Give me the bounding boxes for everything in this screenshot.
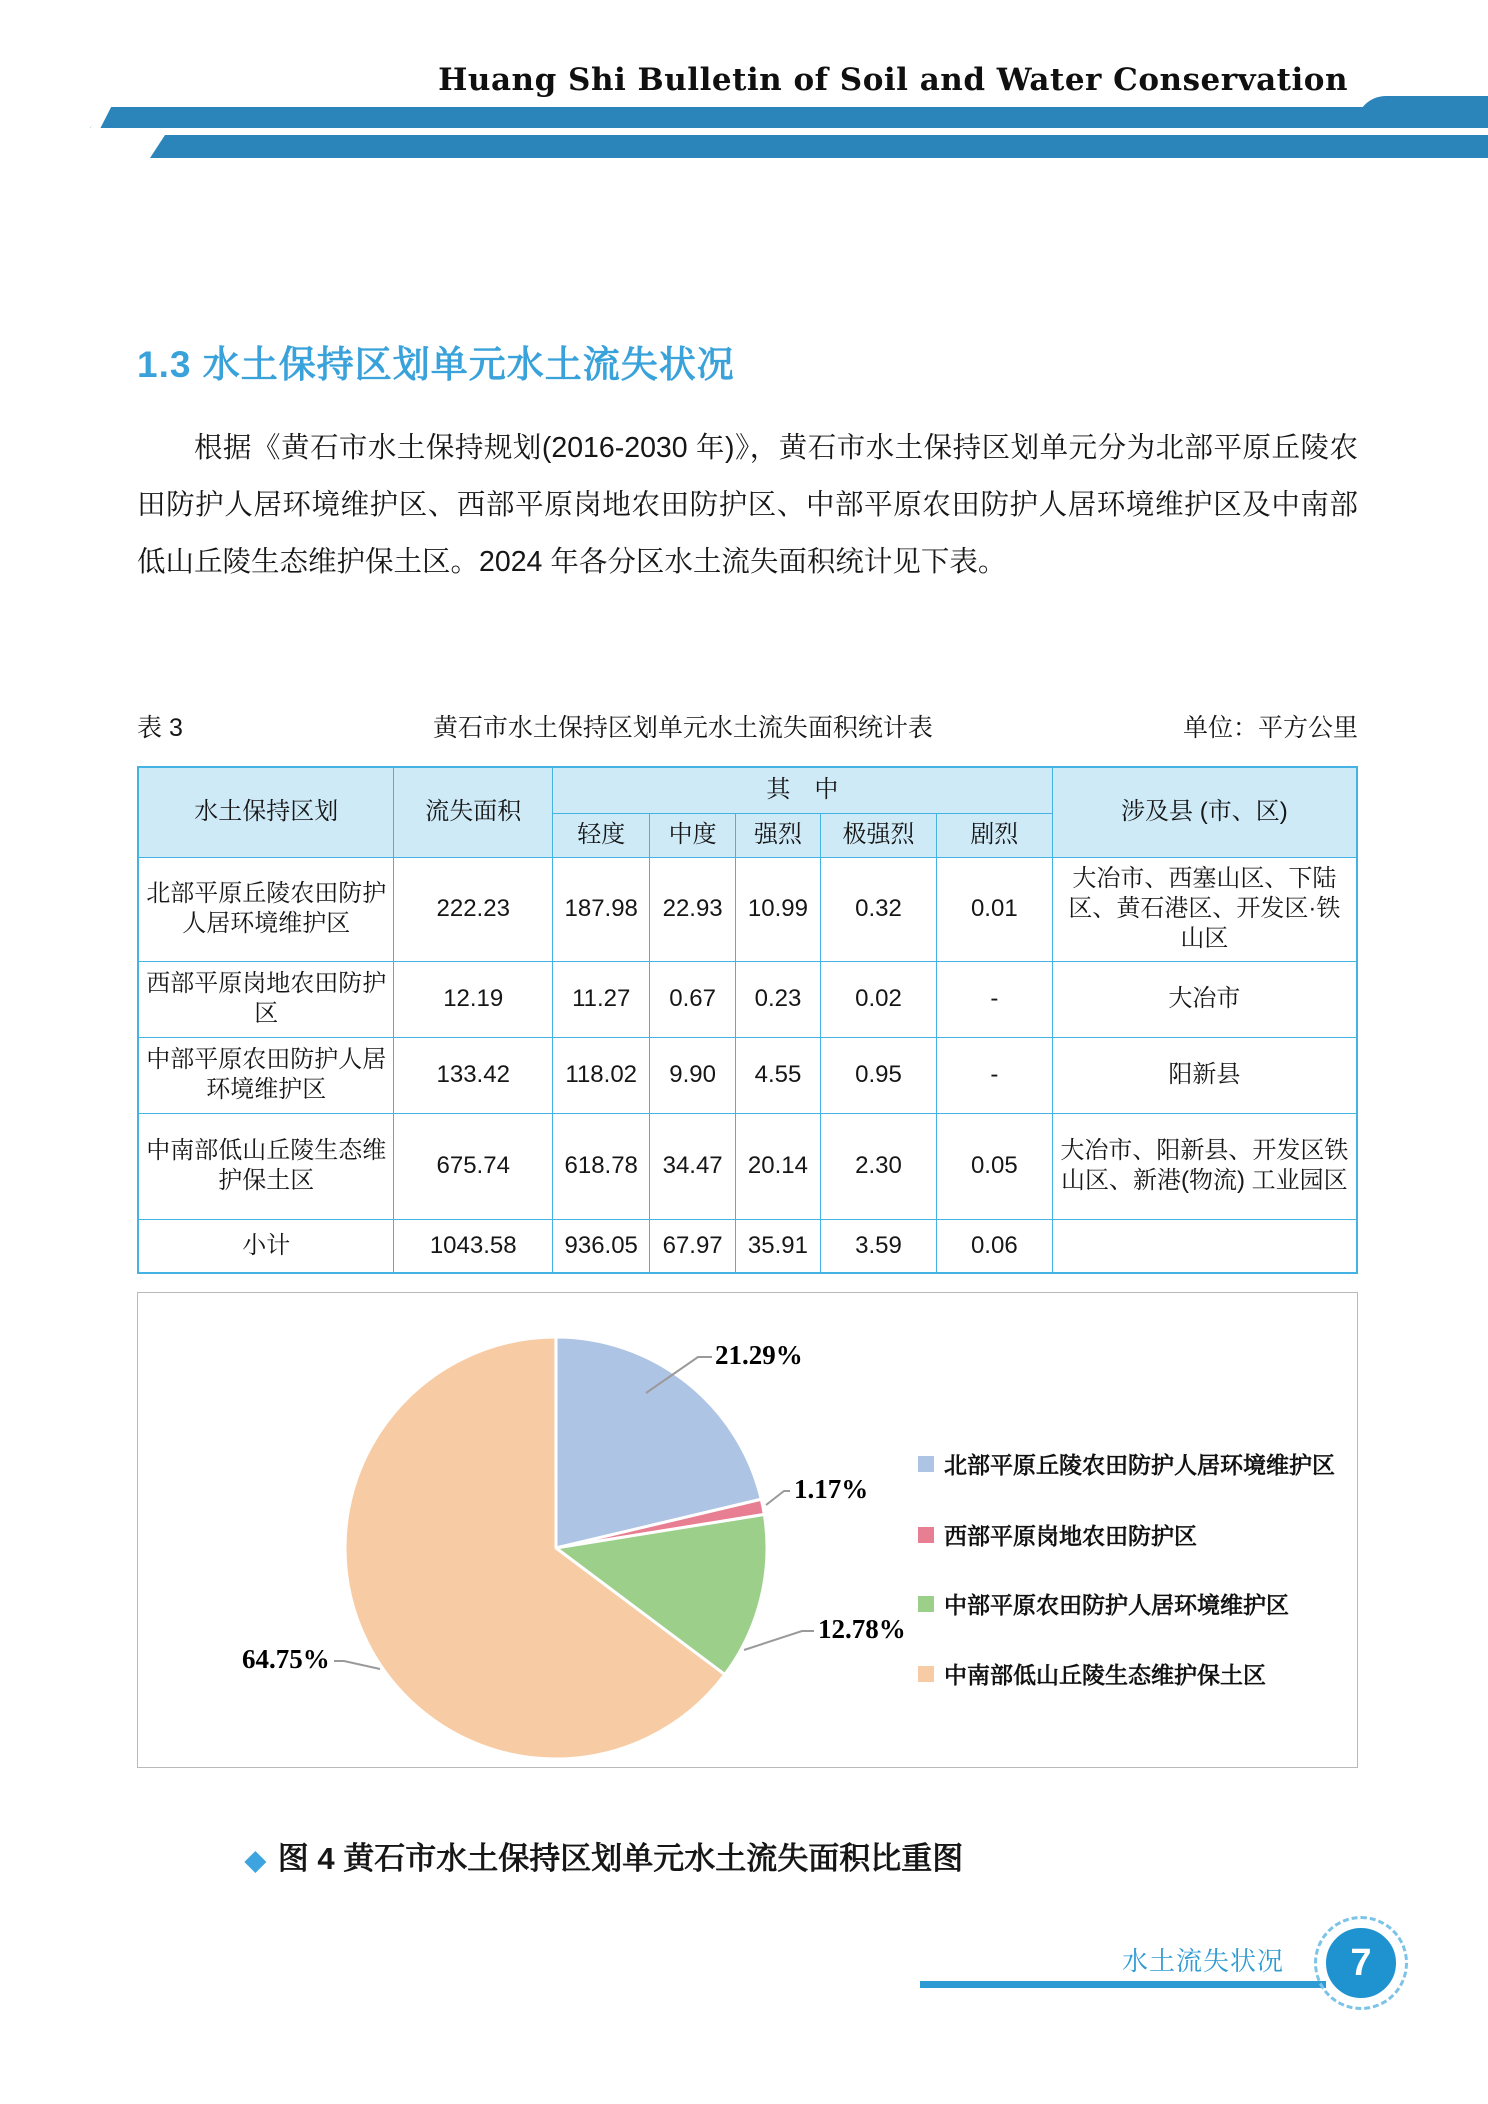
cell-intense: 0.23	[735, 961, 820, 1037]
pie-chart	[341, 1333, 771, 1763]
table-row	[138, 961, 1357, 1037]
cell-intense: 4.55	[735, 1037, 820, 1113]
cell-severe: 0.06	[936, 1219, 1052, 1273]
cell-loss-area: 1043.58	[394, 1219, 552, 1273]
legend-item	[918, 1587, 1289, 1620]
table-row	[138, 1113, 1357, 1219]
legend-swatch-blue	[918, 1456, 934, 1472]
cell-very-intense: 2.30	[821, 1113, 937, 1219]
col-header-counties: 涉及县 (市、区)	[1052, 767, 1357, 857]
cell-moderate: 22.93	[650, 857, 735, 961]
cell-loss-area: 222.23	[394, 857, 552, 961]
page-number: 7	[1350, 1941, 1372, 1984]
cell-loss-area: 675.74	[394, 1113, 552, 1219]
legend-item	[918, 1518, 1197, 1551]
col-header-moderate: 中度	[650, 813, 735, 857]
cell-light: 118.02	[552, 1037, 650, 1113]
cell-counties: 大冶市、西塞山区、下陆区、黄石港区、开发区·铁山区	[1052, 857, 1357, 961]
pie-label-south: 64.75%	[242, 1644, 330, 1674]
legend-swatch-green	[918, 1596, 934, 1612]
col-header-intense: 强烈	[735, 813, 820, 857]
cell-severe: 0.05	[936, 1113, 1052, 1219]
pie-label-north: 21.29%	[715, 1340, 803, 1370]
table-title: 黄石市水土保持区划单元水土流失面积统计表	[432, 714, 933, 742]
cell-very-intense: 0.02	[821, 961, 937, 1037]
pie-chart-figure	[137, 1292, 1358, 1768]
table-unit-note: 单位：平方公里	[1182, 714, 1358, 742]
col-header-severe: 剧烈	[936, 813, 1052, 857]
cell-counties: 大冶市、阳新县、开发区铁山区、新港(物流) 工业园区	[1052, 1113, 1357, 1219]
cell-region: 小计	[138, 1219, 394, 1273]
footer-rule	[920, 1981, 1326, 1988]
figure-caption-text: 图 4 黄石市水土保持区划单元水土流失面积比重图	[277, 1841, 964, 1876]
table-row-subtotal	[138, 1219, 1357, 1273]
footer-section-label: 水土流失状况	[1121, 1946, 1284, 1976]
col-header-group: 其 中	[552, 767, 1052, 813]
table-row	[138, 857, 1357, 961]
cell-loss-area: 133.42	[394, 1037, 552, 1113]
col-header-loss-area: 流失面积	[394, 767, 552, 857]
cell-light: 11.27	[552, 961, 650, 1037]
cell-loss-area: 12.19	[394, 961, 552, 1037]
cell-moderate: 67.97	[650, 1219, 735, 1273]
header-stripe-bottom	[150, 135, 1488, 158]
legend-item	[918, 1657, 1266, 1690]
cell-very-intense: 0.32	[821, 857, 937, 961]
cell-severe: -	[936, 961, 1052, 1037]
cell-intense: 35.91	[735, 1219, 820, 1273]
cell-region: 西部平原岗地农田防护区	[138, 961, 394, 1037]
cell-region: 北部平原丘陵农田防护人居环境维护区	[138, 857, 394, 961]
cell-moderate: 34.47	[650, 1113, 735, 1219]
cell-counties	[1052, 1219, 1357, 1273]
cell-counties: 大冶市	[1052, 961, 1357, 1037]
cell-very-intense: 0.95	[821, 1037, 937, 1113]
cell-counties: 阳新县	[1052, 1037, 1357, 1113]
legend-swatch-pink	[918, 1527, 934, 1543]
section-heading: 1.3 水土保持区划单元水土流失状况	[137, 344, 735, 385]
legend-label: 中部平原农田防护人居环境维护区	[944, 1593, 1289, 1618]
table-caption	[137, 708, 1358, 744]
table-label: 表 3	[137, 714, 183, 742]
legend-label: 西部平原岗地农田防护区	[944, 1524, 1197, 1549]
cell-light: 618.78	[552, 1113, 650, 1219]
cell-severe: 0.01	[936, 857, 1052, 961]
legend-swatch-orange	[918, 1666, 934, 1682]
legend-item	[918, 1447, 1335, 1480]
page-number-badge	[1322, 1924, 1400, 2002]
cell-light: 187.98	[552, 857, 650, 961]
figure-caption	[137, 1833, 1358, 1878]
legend-label: 北部平原丘陵农田防护人居环境维护区	[944, 1453, 1335, 1478]
diamond-icon: ◆	[245, 1845, 266, 1875]
header-stripe-top	[90, 107, 1488, 128]
cell-light: 936.05	[552, 1219, 650, 1273]
cell-moderate: 0.67	[650, 961, 735, 1037]
cell-region: 中部平原农田防护人居环境维护区	[138, 1037, 394, 1113]
legend-label: 中南部低山丘陵生态维护保土区	[944, 1663, 1266, 1688]
col-header-region: 水土保持区划	[138, 767, 394, 857]
cell-moderate: 9.90	[650, 1037, 735, 1113]
cell-severe: -	[936, 1037, 1052, 1113]
cell-intense: 10.99	[735, 857, 820, 961]
pie-label-central: 12.78%	[818, 1614, 906, 1644]
loss-area-table	[137, 766, 1358, 1274]
cell-region: 中南部低山丘陵生态维护保土区	[138, 1113, 394, 1219]
pie-label-west: 1.17%	[794, 1474, 869, 1504]
header-title: Huang Shi Bulletin of Soil and Water Conservation	[438, 62, 1348, 98]
cell-very-intense: 3.59	[821, 1219, 937, 1273]
intro-paragraph: 根据《黄石市水土保持规划(2016-2030 年)》，黄石市水土保持区划单元分为北部平原丘陵农田防护人居环境维护区、西部平原岗地农田防护区、中部平原农田防护人居环境维护区及中南部低山丘陵生态维护保土区。2024 年各分区水土流失面积统计见下表。	[137, 432, 1358, 578]
cell-intense: 20.14	[735, 1113, 820, 1219]
table-row	[138, 1037, 1357, 1113]
col-header-very-intense: 极强烈	[821, 813, 937, 857]
col-header-light: 轻度	[552, 813, 650, 857]
